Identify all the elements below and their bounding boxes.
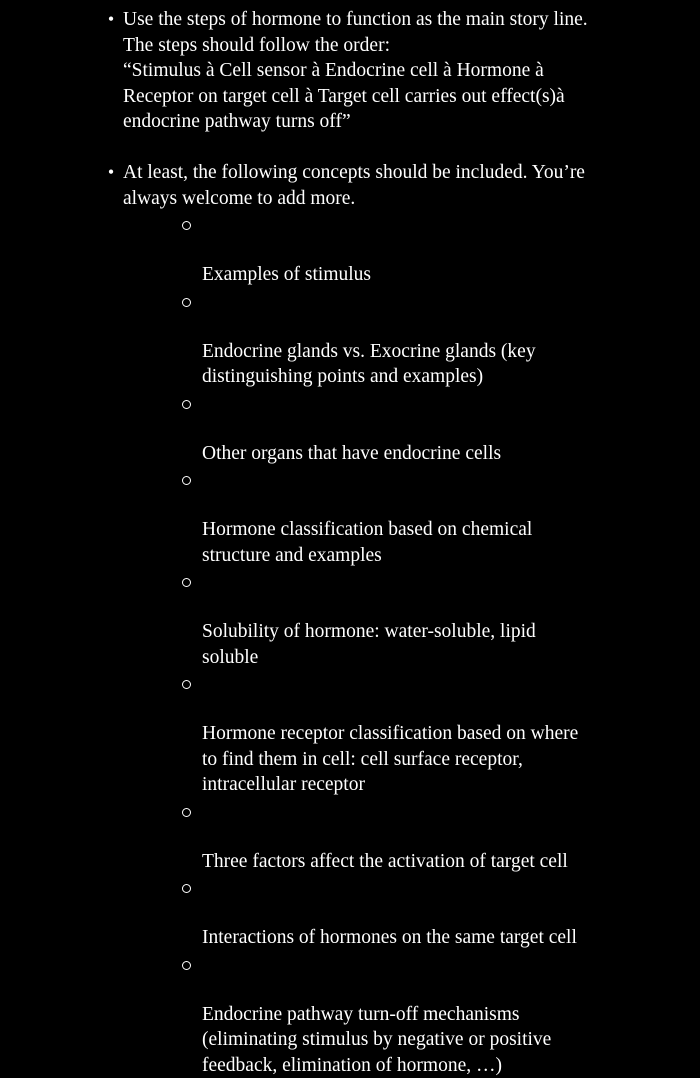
bullet-item-story-line xyxy=(103,7,663,135)
list-item-text: Other organs that have endocrine cells xyxy=(202,443,501,464)
bullet-marker: • xyxy=(103,160,119,186)
list-item-text: Examples of stimulus xyxy=(202,264,371,285)
concept-list xyxy=(180,211,640,1078)
circle-bullet-icon xyxy=(180,874,196,901)
bullet-item-concepts xyxy=(103,160,663,211)
list-item-text: Hormone classification based on chemical structure and examples xyxy=(202,519,532,566)
circle-bullet-icon xyxy=(180,211,196,238)
list-item xyxy=(180,390,640,467)
circle-bullet-icon xyxy=(180,390,196,417)
list-item xyxy=(180,874,640,951)
list-item xyxy=(180,288,640,390)
list-item-text: Solubility of hormone: water-soluble, lipid soluble xyxy=(202,621,536,668)
list-item-text: Interactions of hormones on the same target cell xyxy=(202,927,577,948)
circle-bullet-icon xyxy=(180,568,196,595)
list-item xyxy=(180,798,640,875)
circle-bullet-icon xyxy=(180,798,196,825)
bullet-text: At least, the following concepts should be included. You’re always welcome to add more. xyxy=(123,160,663,211)
list-item-text: Endocrine pathway turn-off mechanisms (eliminating stimulus by negative or positive feedback, elimination of hormone, …) xyxy=(202,1004,551,1076)
list-item-text: Three factors affect the activation of target cell xyxy=(202,851,568,872)
list-item xyxy=(180,670,640,798)
circle-bullet-icon xyxy=(180,466,196,493)
bullet-marker: • xyxy=(103,7,119,33)
circle-bullet-icon xyxy=(180,670,196,697)
bullet-text: Use the steps of hormone to function as the main story line. The steps should follow the order: “Stimulus à Cell sensor à Endocrine cell à Hormone à Receptor on target cell à Target cell carries out effect(s)à endocrine pathway turns off” xyxy=(123,7,663,135)
list-item xyxy=(180,211,640,288)
list-item-text: Endocrine glands vs. Exocrine glands (key distinguishing points and examples) xyxy=(202,341,536,388)
circle-bullet-icon xyxy=(180,288,196,315)
circle-bullet-icon xyxy=(180,951,196,978)
list-item-text: Hormone receptor classification based on where to find them in cell: cell surface receptor, intracellular receptor xyxy=(202,723,578,795)
list-item xyxy=(180,951,640,1078)
list-item xyxy=(180,466,640,568)
list-item xyxy=(180,568,640,670)
